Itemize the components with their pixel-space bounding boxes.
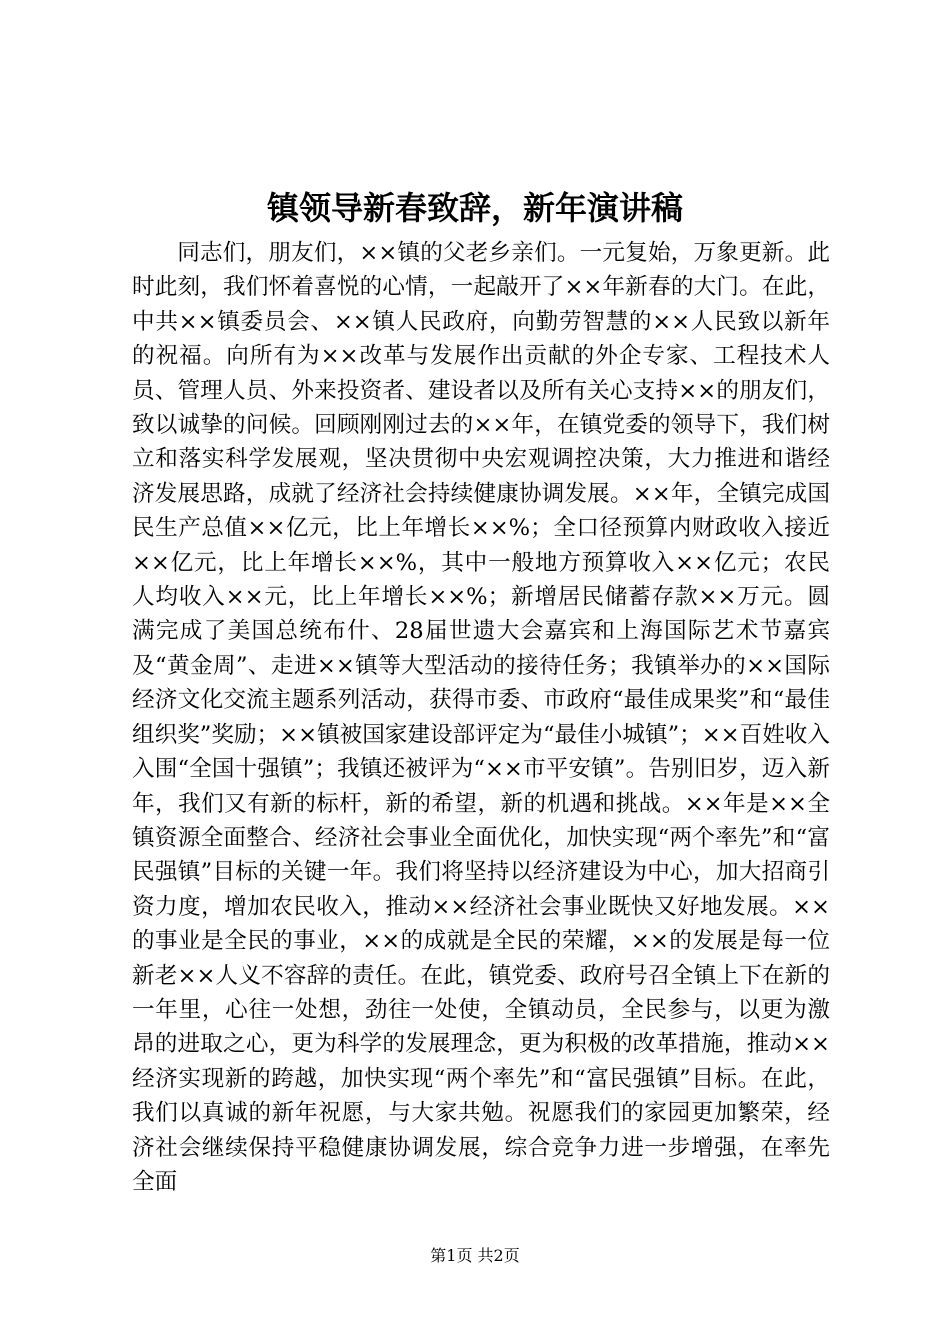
document-body-paragraph: 同志们，朋友们，××镇的父老乡亲们。一元复始，万象更新。此时此刻，我们怀着喜悦的心情，一起敲开了××年新春的大门。在此，中共××镇委员会、××镇人民政府，向勤劳智慧的××人民致以新年的祝福。向所有为××改革与发展作出贡献的外企专家、工程技术人员、管理人员、外来投资者、建设者以及所有关心支持××的朋友们，致以诚挚的问候。回顾刚刚过去的××年，在镇党委的领导下，我们树立和落实科学发展观，坚决贯彻中央宏观调控决策，大力推进和谐经济发展思路，成就了经济社会持续健康协调发展。××年，全镇完成国民生产总值××亿元，比上年增长××%；全口径预算内财政收入接近××亿元，比上年增长××%，其中一般地方预算收入××亿元；农民人均收入××元，比上年增长××%；新增居民储蓄存款××万元。圆满完成了美国总统布什、28届世遗大会嘉宾和上海国际艺术节嘉宾及“黄金周”、走进××镇等大型活动的接待任务；我镇举办的××国际经济文化交流主题系列活动，获得市委、市政府“最佳成果奖”和“最佳组织奖”奖励；××镇被国家建设部评定为“最佳小城镇”；××百姓收入入围“全国十强镇”；我镇还被评为“××市平安镇”。告别旧岁，迈入新年，我们又有新的标杆，新的希望，新的机遇和挑战。××年是××全镇资源全面整合、经济社会事业全面优化，加快实现“两个率先”和“富民强镇”目标的关键一年。我们将坚持以经济建设为中心，加大招商引资力度，增加农民收入，推动××经济社会事业既快又好地发展。××的事业是全民的事业，××的成就是全民的荣耀，××的发展是每一位新老××人义不容辞的责任。在此，镇党委、政府号召全镇上下在新的一年里，心往一处想，劲往一处使，全镇动员，全民参与，以更为激昂的进取之心，更为科学的发展理念，更为积极的改革措施，推动××经济实现新的跨越，加快实现“两个率先”和“富民强镇”目标。在此，我们以真诚的新年祝愿，与大家共勉。祝愿我们的家园更加繁荣，经济社会继续保持平稳健康协调发展，综合竞争力进一步增强，在率先全面 bbox=[132, 240, 830, 1195]
document-title: 镇领导新春致辞，新年演讲稿 bbox=[266, 189, 683, 227]
page-number-footer: 第1页 共2页 bbox=[430, 1246, 520, 1265]
